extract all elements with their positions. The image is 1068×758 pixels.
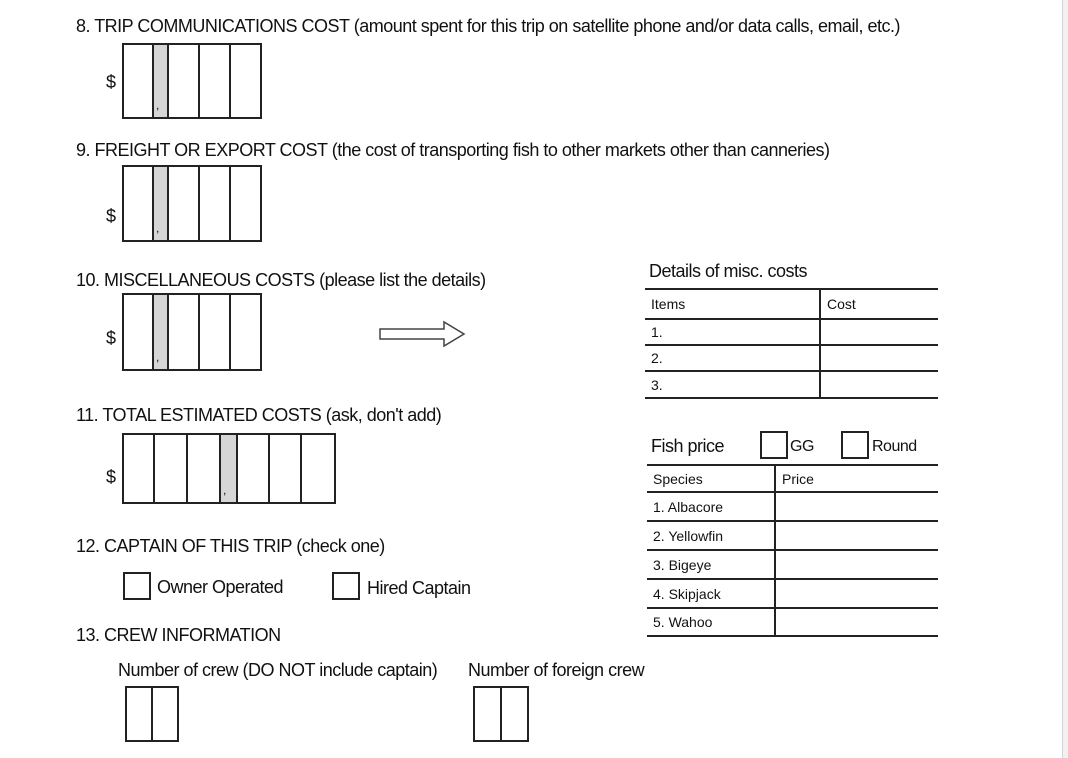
misc-details-title: Details of misc. costs <box>649 261 808 281</box>
gg-label: GG <box>790 438 814 455</box>
price-header: Price <box>775 465 938 492</box>
q10-label: 10. MISCELLANEOUS COSTS (please list the details) <box>76 270 486 290</box>
table-row[interactable] <box>647 550 938 579</box>
separator-box <box>221 435 238 502</box>
separator-box <box>154 295 169 369</box>
owner-operated-checkbox[interactable] <box>123 572 151 600</box>
price-cell[interactable] <box>775 608 938 636</box>
digit-box[interactable] <box>200 167 231 240</box>
q8-amount-boxes[interactable] <box>122 43 262 119</box>
item-cell[interactable]: 3. <box>645 371 820 398</box>
species-cell: 3. Bigeye <box>647 550 775 579</box>
hired-captain-label: Hired Captain <box>367 578 471 598</box>
digit-box[interactable] <box>124 295 154 369</box>
misc-details-table <box>645 288 938 399</box>
q9-dollar-sign: $ <box>106 206 117 226</box>
table-row[interactable] <box>647 579 938 608</box>
table-header-row <box>645 289 938 319</box>
items-header: Items <box>645 289 820 319</box>
foreign-crew-label: Number of foreign crew <box>468 660 645 680</box>
crew-count-boxes[interactable] <box>125 686 179 742</box>
digit-box[interactable] <box>124 435 155 502</box>
species-cell: 4. Skipjack <box>647 579 775 608</box>
item-cell[interactable]: 2. <box>645 345 820 371</box>
q10-amount-boxes[interactable] <box>122 293 262 371</box>
comma-mark: , <box>156 350 160 364</box>
q8-label: 8. TRIP COMMUNICATIONS COST (amount spent for this trip on satellite phone and/or data calls, email, etc.) <box>76 16 901 36</box>
digit-box[interactable] <box>200 295 231 369</box>
round-label: Round <box>872 438 917 455</box>
q9-label: 9. FREIGHT OR EXPORT COST (the cost of transporting fish to other markets other than canneries) <box>76 140 830 160</box>
digit-box[interactable] <box>188 435 221 502</box>
species-cell: 1. Albacore <box>647 492 775 521</box>
table-row[interactable] <box>645 371 938 398</box>
table-row[interactable] <box>645 345 938 371</box>
digit-box[interactable] <box>270 435 302 502</box>
price-cell[interactable] <box>775 579 938 608</box>
price-cell[interactable] <box>775 550 938 579</box>
q11-dollar-sign: $ <box>106 467 117 487</box>
owner-operated-label: Owner Operated <box>157 577 284 597</box>
right-arrow-icon <box>378 320 468 348</box>
foreign-crew-boxes[interactable] <box>473 686 529 742</box>
digit-box[interactable] <box>238 435 270 502</box>
digit-box[interactable] <box>475 688 502 740</box>
cost-cell[interactable] <box>820 371 938 398</box>
q12-label: 12. CAPTAIN OF THIS TRIP (check one) <box>76 536 385 556</box>
separator-box <box>154 45 169 117</box>
q10-dollar-sign: $ <box>106 328 117 348</box>
digit-box[interactable] <box>124 167 154 240</box>
cost-cell[interactable] <box>820 319 938 345</box>
q9-amount-boxes[interactable] <box>122 165 262 242</box>
digit-box[interactable] <box>200 45 231 117</box>
digit-box[interactable] <box>169 45 200 117</box>
separator-box <box>154 167 169 240</box>
table-row[interactable] <box>647 608 938 636</box>
page-right-edge <box>1062 0 1068 758</box>
fish-price-table <box>647 464 938 637</box>
comma-mark: , <box>156 98 160 112</box>
item-cell[interactable]: 1. <box>645 319 820 345</box>
digit-box[interactable] <box>231 167 260 240</box>
digit-box[interactable] <box>169 167 200 240</box>
round-checkbox[interactable] <box>841 431 869 459</box>
fish-price-title: Fish price <box>651 436 725 456</box>
digit-box[interactable] <box>231 295 260 369</box>
table-row[interactable] <box>645 319 938 345</box>
species-cell: 2. Yellowfin <box>647 521 775 550</box>
digit-box[interactable] <box>502 688 527 740</box>
species-header: Species <box>647 465 775 492</box>
species-cell: 5. Wahoo <box>647 608 775 636</box>
cost-header: Cost <box>820 289 938 319</box>
q11-label: 11. TOTAL ESTIMATED COSTS (ask, don't add) <box>76 405 442 425</box>
price-cell[interactable] <box>775 521 938 550</box>
q11-amount-boxes[interactable] <box>122 433 336 504</box>
digit-box[interactable] <box>124 45 154 117</box>
digit-box[interactable] <box>127 688 153 740</box>
price-cell[interactable] <box>775 492 938 521</box>
gg-checkbox[interactable] <box>760 431 788 459</box>
comma-mark: , <box>156 221 160 235</box>
digit-box[interactable] <box>302 435 334 502</box>
comma-mark: , <box>223 483 227 497</box>
cost-cell[interactable] <box>820 345 938 371</box>
digit-box[interactable] <box>153 688 177 740</box>
table-header-row <box>647 465 938 492</box>
digit-box[interactable] <box>169 295 200 369</box>
table-row[interactable] <box>647 521 938 550</box>
table-row[interactable] <box>647 492 938 521</box>
digit-box[interactable] <box>155 435 188 502</box>
q8-dollar-sign: $ <box>106 72 117 92</box>
digit-box[interactable] <box>231 45 260 117</box>
crew-count-label: Number of crew (DO NOT include captain) <box>118 660 438 680</box>
hired-captain-checkbox[interactable] <box>332 572 360 600</box>
q13-label: 13. CREW INFORMATION <box>76 625 281 645</box>
